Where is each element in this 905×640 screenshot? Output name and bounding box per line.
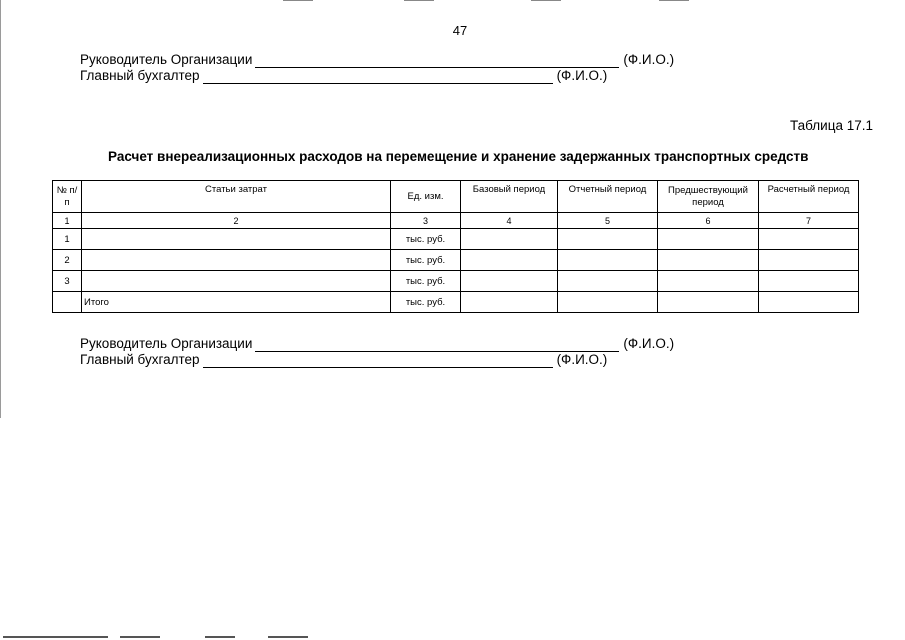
row-number: 1 [53,229,82,250]
row-total-label: Итого [82,292,391,313]
row-unit: тыс. руб. [391,292,461,313]
row-reporting-period-cell[interactable] [558,250,658,271]
accountant-signature-field[interactable] [203,71,553,84]
head-signature-line [80,336,674,352]
row-reporting-period-cell[interactable] [558,229,658,250]
row-calculated-period-cell[interactable] [759,292,859,313]
accountant-label: Главный бухгалтер [80,68,200,83]
row-calculated-period-cell[interactable] [759,229,859,250]
table-row-total [53,292,859,313]
column-number: 4 [461,213,558,229]
header-reporting-period: Отчетный период [558,181,658,213]
row-cost-item-cell[interactable] [82,250,391,271]
table-label: Таблица 17.1 [790,118,873,133]
header-base-period: Базовый период [461,181,558,213]
accountant-suffix: (Ф.И.О.) [556,68,608,83]
row-number [53,292,82,313]
page-number: 47 [452,23,468,38]
head-signature-field[interactable] [255,339,619,352]
accountant-signature-line [80,352,674,368]
row-unit: тыс. руб. [391,271,461,292]
accountant-signature-line [80,68,674,84]
header-num: № п/п [53,181,82,213]
column-number: 3 [391,213,461,229]
table-row [53,271,859,292]
column-number: 6 [658,213,759,229]
column-number: 2 [82,213,391,229]
accountant-signature-field[interactable] [203,355,553,368]
accountant-suffix: (Ф.И.О.) [556,352,608,367]
column-number: 7 [759,213,859,229]
top-scan-marks [0,0,905,2]
head-label: Руководитель Организации [80,52,253,67]
head-label: Руководитель Организации [80,336,253,351]
row-base-period-cell[interactable] [461,229,558,250]
row-previous-period-cell[interactable] [658,250,759,271]
header-cost-items: Статьи затрат [82,181,391,213]
table-title: Расчет внереализационных расходов на перемещение и хранение задержанных транспортных средств [108,149,809,164]
accountant-label: Главный бухгалтер [80,352,200,367]
row-previous-period-cell[interactable] [658,229,759,250]
row-unit: тыс. руб. [391,250,461,271]
header-previous-period: Предшествующий период [658,181,759,213]
row-previous-period-cell[interactable] [658,271,759,292]
row-cost-item-cell[interactable] [82,271,391,292]
row-number: 2 [53,250,82,271]
row-previous-period-cell[interactable] [658,292,759,313]
left-border-line [0,0,1,418]
head-suffix: (Ф.И.О.) [623,52,675,67]
bottom-scan-marks [0,636,905,639]
column-number: 1 [53,213,82,229]
row-calculated-period-cell[interactable] [759,250,859,271]
row-base-period-cell[interactable] [461,271,558,292]
signature-block-bottom [80,336,674,368]
header-row [53,181,859,213]
row-base-period-cell[interactable] [461,292,558,313]
header-unit: Ед. изм. [391,181,461,213]
row-calculated-period-cell[interactable] [759,271,859,292]
row-number: 3 [53,271,82,292]
head-suffix: (Ф.И.О.) [623,336,675,351]
table-row [53,250,859,271]
row-reporting-period-cell[interactable] [558,292,658,313]
column-number-row [53,213,859,229]
column-number: 5 [558,213,658,229]
head-signature-field[interactable] [255,55,619,68]
head-signature-line [80,52,674,68]
signature-block-top [80,52,674,84]
cost-table [52,180,859,313]
row-unit: тыс. руб. [391,229,461,250]
header-calculated-period: Расчетный период [759,181,859,213]
row-reporting-period-cell[interactable] [558,271,658,292]
row-base-period-cell[interactable] [461,250,558,271]
table-row [53,229,859,250]
row-cost-item-cell[interactable] [82,229,391,250]
